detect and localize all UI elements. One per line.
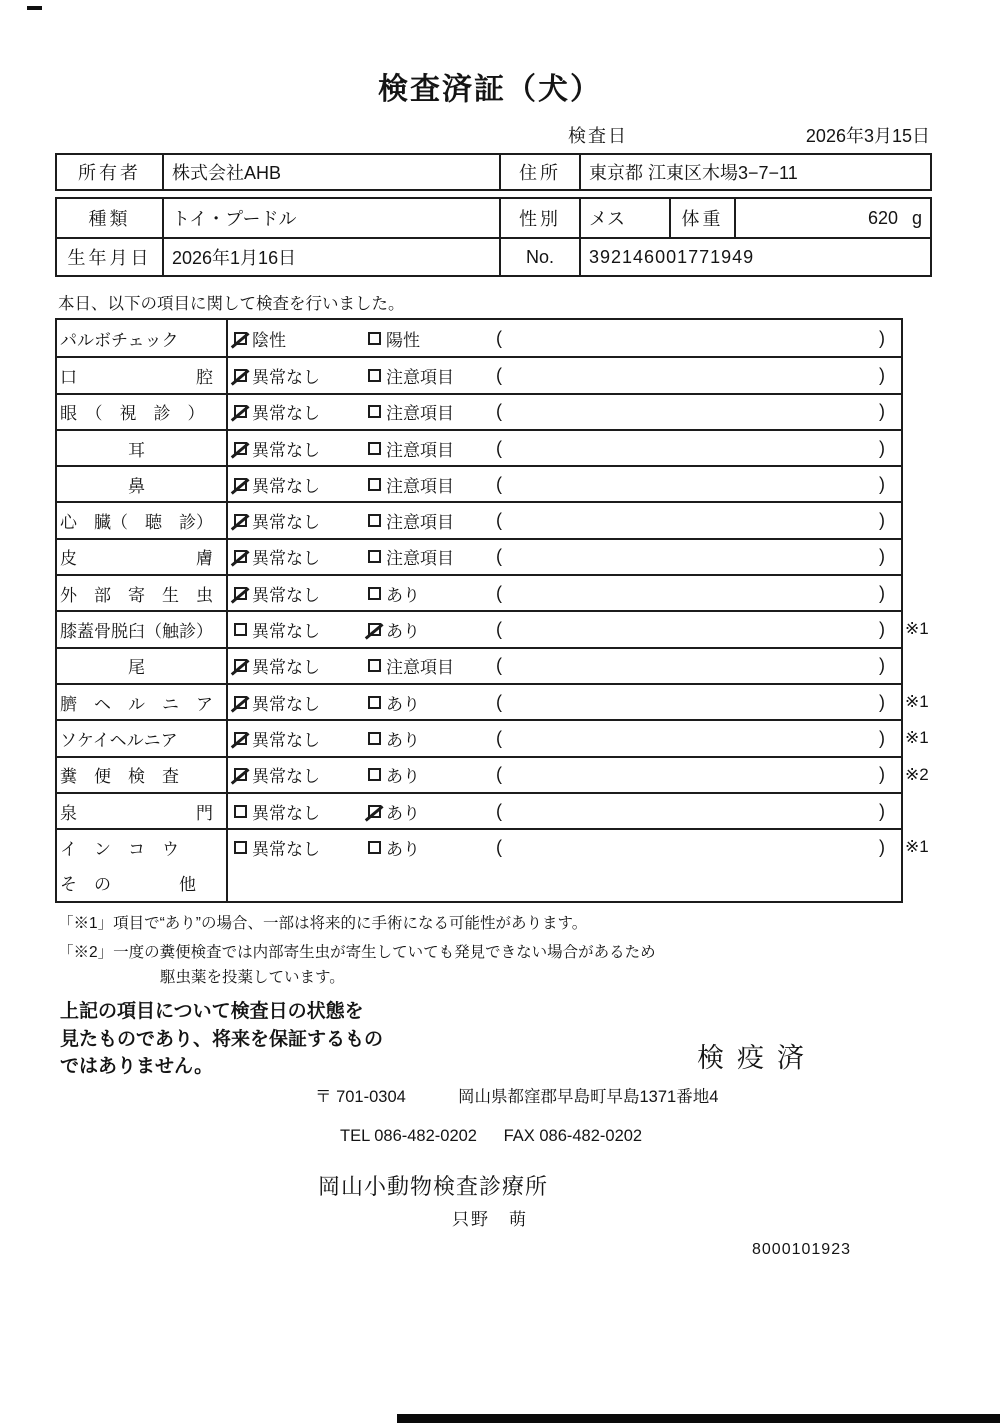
examiner-name: 只野 萌 [452,1210,528,1229]
option-2 [368,508,496,533]
checkbox [234,659,247,672]
checkbox-label: 異常なし [252,803,320,823]
checkbox-label: あり [386,803,420,823]
paren-open: ( [496,800,502,821]
checkbox-label: 注意項目 [386,476,454,496]
paren-open: ( [496,691,502,712]
paren-close: ) [879,655,885,676]
clinic-name: 岡山小動物検査診療所 [318,1174,549,1199]
exam-row [57,610,929,646]
checkbox-label: 異常なし [252,839,320,859]
checkbox [368,478,381,491]
option-2 [368,326,496,351]
option-2 [368,363,496,388]
exam-row-content [228,612,901,646]
birth-value: 2026年1月16日 [162,239,499,275]
checkbox [368,514,381,527]
exam-item-label: 膝蓋骨脱臼（触診） [57,612,228,646]
checkbox [368,696,381,709]
exam-row [57,683,929,719]
checkbox-label: あり [386,730,420,750]
option-1 [234,835,368,860]
exam-item-label: 尾 [57,649,228,683]
exam-item-label: 泉 門 [57,794,228,828]
exam-row-other [57,864,901,900]
exam-item-label: ソケイヘルニア [57,721,228,755]
checkbox-label: あり [386,839,420,859]
checkbox [368,442,381,455]
weight-number: 620 [867,207,898,228]
paren-open: ( [496,546,502,567]
sex-label: 性別 [499,199,579,237]
exam-date-value: 2026年3月15日 [805,126,930,146]
breed-row [57,199,930,237]
weight-label: 体重 [669,199,734,237]
checkbox-label: 異常なし [252,440,320,460]
exam-table [55,318,929,903]
paren-open: ( [496,836,502,857]
paren-open: ( [496,727,502,748]
checkbox-label: 異常なし [252,622,320,642]
option-1 [234,508,368,533]
exam-row [57,501,901,537]
checkbox-label: あり [386,585,420,605]
disclaimer-line: 見たものであり、将来を保証するもの [60,1028,384,1050]
row-note: ※1 [905,619,929,639]
paren-open: ( [496,582,502,603]
checkbox [234,550,247,563]
paren-close: ) [879,510,885,531]
sex-value: メス [579,199,669,237]
exam-item-label: 眼 （ 視 診 ） [57,395,228,429]
owner-label: 所有者 [78,163,141,183]
paren-close: ) [879,582,885,603]
checkbox-label: あり [386,622,420,642]
owner-row [57,155,930,189]
tel-fax-line [340,1127,642,1146]
checkbox [368,405,381,418]
checkbox-label: 異常なし [252,730,320,750]
exam-row [57,538,901,574]
option-2 [368,690,496,715]
option-2 [368,726,496,751]
checkbox-label: 注意項目 [386,440,454,460]
checkbox [234,514,247,527]
page-title: 検査済証（犬） [378,73,602,106]
paren-open: ( [496,437,502,458]
option-1 [234,762,368,787]
exam-item-label: イ ン コ ウ [57,830,228,864]
checkbox [234,768,247,781]
checkbox-label: 異常なし [252,404,320,424]
exam-row-content [228,721,901,755]
row-note: ※1 [905,691,929,711]
exam-row-content [228,794,901,828]
checkbox [234,478,247,491]
checkbox-label: 異常なし [252,767,320,787]
exam-item-label: 外 部 寄 生 虫 [57,576,228,610]
checkbox [234,332,247,345]
paren-open: ( [496,619,502,640]
exam-item-label: 臍 ヘ ル ニ ア [57,685,228,719]
option-1 [234,726,368,751]
checkbox-label: 陽性 [386,330,420,350]
checkbox-label: 異常なし [252,367,320,387]
exam-row [57,719,929,755]
checkbox-label: 注意項目 [386,549,454,569]
exam-row [57,647,901,683]
option-1 [234,363,368,388]
option-1 [234,799,368,824]
paren-close: ) [879,800,885,821]
clinic-address: 岡山県都窪郡早島町早島1371番地4 [458,1088,719,1106]
exam-item-label: 口 腔 [57,358,228,392]
checkbox [368,659,381,672]
exam-row-content [228,649,901,683]
exam-row-content [228,503,901,537]
breed-value: トイ・プードル [162,199,499,237]
checkbox [368,732,381,745]
checkbox-label: 異常なし [252,549,320,569]
exam-rows [57,320,929,864]
checkbox-label: あり [386,767,420,787]
exam-item-label: 耳 [57,431,228,465]
exam-row-content [228,358,901,392]
exam-row-content [228,758,901,792]
owner-info-table [55,153,932,191]
exam-row-content [228,467,901,501]
exam-row-content [228,320,901,356]
row-note: ※1 [905,837,929,857]
option-1 [234,544,368,569]
paren-open: ( [496,327,502,348]
owner-value: 株式会社AHB [162,155,499,189]
quarantine-stamp: 検疫済 [697,1043,817,1073]
address-value: 東京都 江東区木場3−7−11 [579,155,930,189]
checkbox [368,550,381,563]
checkbox [368,369,381,382]
scan-artifact-top [27,6,42,10]
option-1 [234,472,368,497]
exam-row [57,356,901,392]
paren-close: ) [879,691,885,712]
exam-item-label: 糞 便 検 査 [57,758,228,792]
option-2 [368,653,496,678]
checkbox-label: 陰性 [252,330,286,350]
no-value: 392146001771949 [579,239,930,275]
option-2 [368,835,496,860]
paren-open: ( [496,655,502,676]
option-1 [234,690,368,715]
checkbox [234,696,247,709]
paren-close: ) [879,764,885,785]
row-note: ※1 [905,728,929,748]
option-2 [368,399,496,424]
disclaimer-line: 上記の項目について検査日の状態を [60,1001,364,1022]
fax-number: FAX 086-482-0202 [503,1127,643,1145]
exam-row [57,320,901,356]
checkbox [368,623,381,636]
exam-row [57,756,929,792]
exam-row-content [228,830,901,864]
paren-close: ) [879,546,885,567]
checkbox [234,841,247,854]
exam-row [57,574,901,610]
option-2 [368,581,496,606]
exam-date-label: 検査日 [568,126,628,146]
checkbox-label: 注意項目 [386,404,454,424]
paren-close: ) [879,836,885,857]
paren-open: ( [496,364,502,385]
option-2 [368,472,496,497]
exam-item-label: そ の 他 [57,864,228,900]
checkbox [234,405,247,418]
option-1 [234,399,368,424]
footnote-1: 「※1」項目で“あり”の場合、一部は将来的に手術になる可能性があります。 [58,915,588,932]
checkbox-label: 注意項目 [386,513,454,533]
exam-row-content [228,685,901,719]
no-label: No. [499,239,579,275]
exam-row [57,465,901,501]
paren-close: ) [879,473,885,494]
exam-row [57,429,901,465]
tel-number: TEL 086-482-0202 [340,1127,477,1145]
checkbox [368,841,381,854]
serial-number: 8000101923 [752,1241,851,1258]
exam-row [57,393,901,429]
statement-text: 本日、以下の項目に関して検査を行いました。 [58,295,405,313]
option-2 [368,436,496,461]
checkbox-label: 異常なし [252,476,320,496]
breed-label: 種類 [88,209,131,229]
option-2 [368,617,496,642]
checkbox [368,768,381,781]
exam-row-content [228,395,901,429]
weight-value [734,199,930,237]
option-1 [234,581,368,606]
checkbox-label: 異常なし [252,585,320,605]
exam-item-label: 心 臓（ 聴 診） [57,503,228,537]
footnote-2: 「※2」一度の糞便検査では内部寄生虫が寄生していても発見できない場合があるため [58,944,656,961]
checkbox-label: あり [386,694,420,714]
checkbox [234,623,247,636]
checkbox [234,805,247,818]
paren-open: ( [496,473,502,494]
paren-open: ( [496,401,502,422]
row-note: ※2 [905,764,929,784]
footnote-2-cont: 駆虫薬を投薬しています。 [160,969,345,986]
option-1 [234,326,368,351]
option-2 [368,799,496,824]
scan-artifact-bottom [397,1414,1000,1423]
postal-code: 〒 701-0304 [315,1088,406,1106]
paren-close: ) [879,364,885,385]
checkbox-label: 注意項目 [386,367,454,387]
paren-open: ( [496,510,502,531]
checkbox [234,442,247,455]
checkbox [234,732,247,745]
exam-row-content [228,431,901,465]
checkbox [234,369,247,382]
paren-close: ) [879,401,885,422]
paren-open: ( [496,764,502,785]
checkbox [368,332,381,345]
option-1 [234,436,368,461]
checkbox [368,805,381,818]
paren-close: ) [879,437,885,458]
option-1 [234,617,368,642]
checkbox-label: 異常なし [252,694,320,714]
exam-row-content [228,540,901,574]
checkbox-label: 異常なし [252,658,320,678]
birth-row [57,237,930,275]
checkbox [234,587,247,600]
exam-row [57,828,929,864]
exam-item-label: 皮 膚 [57,540,228,574]
paren-close: ) [879,619,885,640]
paren-close: ) [879,327,885,348]
address-label: 住所 [499,155,579,189]
paren-close: ) [879,727,885,748]
weight-unit: g [911,207,922,228]
animal-info-table [55,197,932,277]
disclaimer [60,998,383,1081]
exam-item-label: 鼻 [57,467,228,501]
option-2 [368,544,496,569]
checkbox-label: 注意項目 [386,658,454,678]
checkbox [368,587,381,600]
birth-label: 生年月日 [67,248,152,268]
option-1 [234,653,368,678]
exam-row-content [228,864,901,900]
option-2 [368,762,496,787]
disclaimer-line: ではありません。 [60,1056,214,1077]
exam-row [57,792,901,828]
exam-item-label: パルボチェック [57,320,228,356]
checkbox-label: 異常なし [252,513,320,533]
exam-row-content [228,576,901,610]
